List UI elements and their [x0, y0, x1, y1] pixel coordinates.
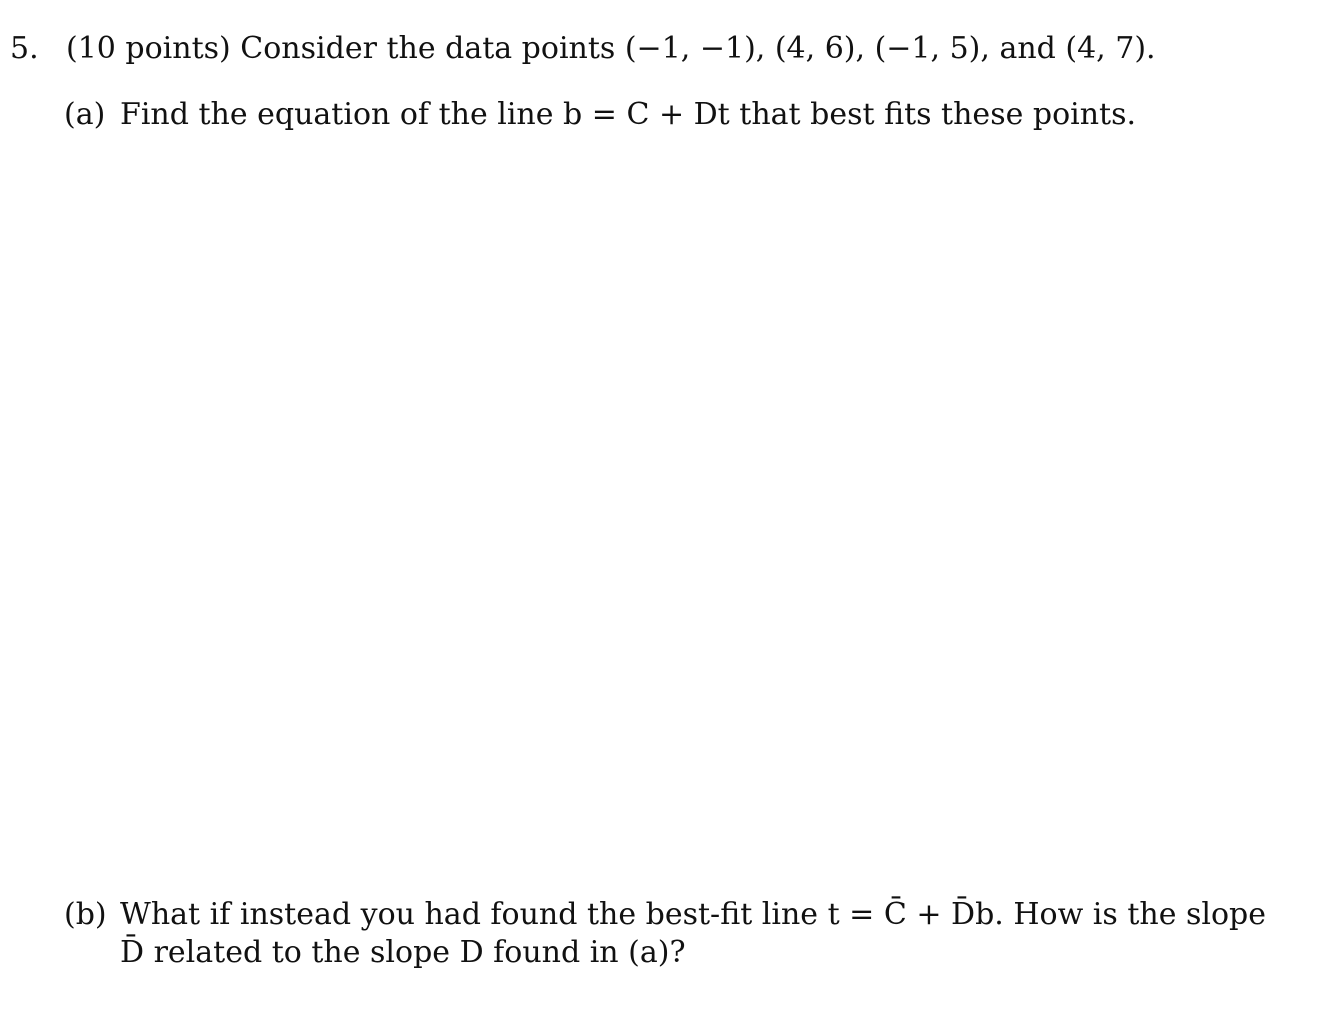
part-b: [64, 896, 1294, 972]
part-b-text: What if instead you had found the best-fit line t = C̄ + D̄b. How is the slope D̄ related to the slope D found in (a)?: [120, 897, 1276, 970]
problem-5: [10, 30, 1300, 68]
part-a-label: (a): [64, 97, 106, 132]
problem-number: 5.: [10, 31, 39, 66]
part-a-text: Find the equation of the line b = C + Dt that best fits these points.: [120, 97, 1137, 132]
answer-space: [64, 150, 1294, 870]
part-a: [64, 96, 1294, 134]
problem-statement: (10 points) Consider the data points (−1, −1), (4, 6), (−1, 5), and (4, 7).: [66, 31, 1156, 66]
part-b-label: (b): [64, 897, 107, 932]
